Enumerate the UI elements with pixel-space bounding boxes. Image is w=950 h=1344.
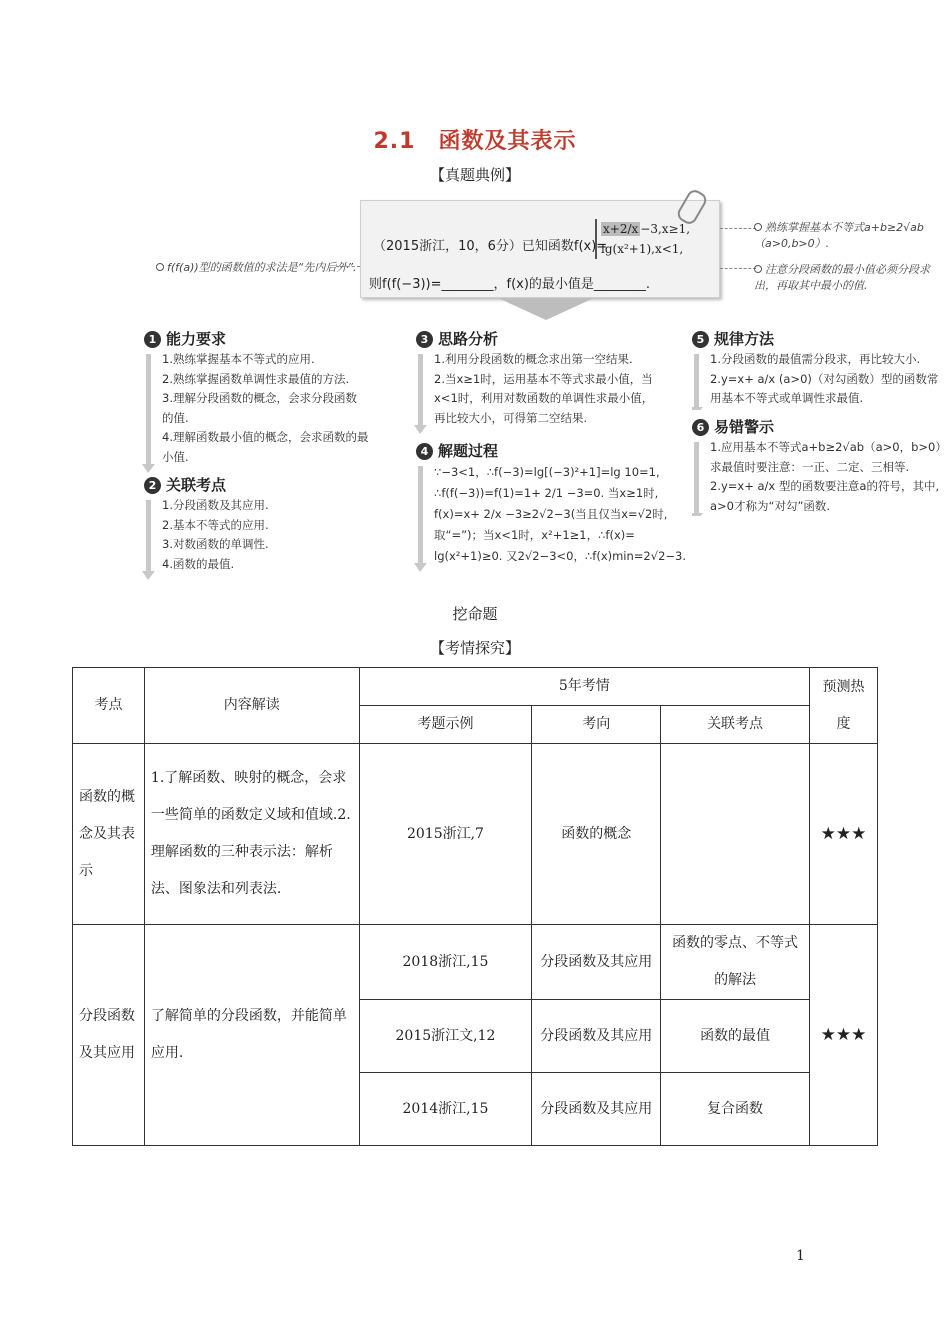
flow-arrow-icon <box>694 354 699 408</box>
step-number-icon: 1 <box>144 331 161 348</box>
problem-box <box>360 200 720 298</box>
bullet-icon <box>754 223 762 231</box>
section-mine-heading: 挖命题 <box>452 605 498 623</box>
row2-content: 了解简单的分段函数，并能简单应用. <box>144 925 359 1146</box>
note-right2-connector <box>720 268 756 269</box>
header-example: 考题示例 <box>359 706 532 744</box>
flow-arrow-icon <box>694 442 699 514</box>
thinking-analysis: 3 思路分析 1.利用分段函数的概念求出第一空结果. 2.当x≥1时，运用基本不等式求最小值，当 x<1时，利用对数函数的单调性求最小值， 再比较大小，可得第二空结果. <box>416 328 686 428</box>
ability-requirements: 1 能力要求 1.熟练掌握基本不等式的应用. 2.熟练掌握函数单调性求最值的方法. 3.理解分段函数的概念，会求分段函数 的值. 4.理解函数最小值的概念，会求函数的最 小值. <box>144 328 394 467</box>
row2b-example: 2015浙江文,12 <box>359 1000 532 1073</box>
row2-stars: ★★★ <box>809 925 877 1146</box>
row1-example: 2015浙江,7 <box>359 744 532 925</box>
step-number-icon: 6 <box>692 419 709 436</box>
flow-arrow-icon <box>146 354 151 465</box>
step-number-icon: 4 <box>416 443 433 460</box>
header-content: 内容解读 <box>144 668 359 744</box>
section-example-heading: 【真题典例】 <box>429 166 520 184</box>
row2c-related: 复合函数 <box>661 1073 810 1146</box>
row2-point: 分段函数及其应用 <box>73 925 145 1146</box>
exam-analysis-table <box>72 667 878 1146</box>
note-left: f(f(a))型的函数值的求法是“先内后外”. <box>156 260 366 276</box>
section-title: 能力要求 <box>166 330 227 348</box>
row1-point: 函数的概念及其表示 <box>73 744 145 925</box>
flow-arrow-icon <box>418 466 423 564</box>
rule-methods: 5 规律方法 1.分段函数的最值需分段求，再比较大小. 2.y=x+ a/x (a>0)（对勾函数）型的函数常 用基本不等式或单调性求最值. <box>692 328 948 410</box>
header-point: 考点 <box>73 668 145 744</box>
note-right-2: 注意分段函数的最小值必须分段求出，再取其中最小的值. <box>754 263 930 292</box>
bullet-icon <box>754 265 762 273</box>
header-predict: 预测热度 <box>809 668 877 744</box>
section-explore-heading: 【考情探究】 <box>429 639 520 657</box>
section-title: 思路分析 <box>438 330 499 348</box>
problem-source: （2015浙江，10，6分）已知函数f(x)= <box>373 239 608 254</box>
header-direction: 考向 <box>532 706 661 744</box>
section-title: 易错警示 <box>714 418 775 436</box>
section-title: 关联考点 <box>166 476 227 494</box>
page-title: 2.1 函数及其表示 <box>373 129 577 154</box>
solution-process: 4 解题过程 ∵−3<1，∴f(−3)=lg[(−3)²+1]=lg 10=1, ∴f(f(−3))=f(1)=1+ 2/1 −3=0. 当x≥1时, f(x)=x+ 2/x −3≥2√2−3(当且仅当x=√2时, 取“=”)；当x<1时，x²+1≥1，∴f(x)= lg(x²+1)≥0. 又2√2−3<0，∴f(x)min=2√2−3. <box>416 440 686 566</box>
problem-question: 则f(f(−3))=________，f(x)的最小值是________. <box>369 277 651 292</box>
row1-related <box>661 744 810 925</box>
note-right-1: 熟练掌握基本不等式a+b≥2√ab（a>0,b>0）. <box>754 221 924 250</box>
related-points: 2 关联考点 1.分段函数及其应用. 2.基本不等式的应用. 3.对数函数的单调性. 4.函数的最值. <box>144 474 394 574</box>
row1-stars: ★★★ <box>809 744 877 925</box>
row2b-related: 函数的最值 <box>661 1000 810 1073</box>
section-title: 规律方法 <box>714 330 775 348</box>
section-title: 解题过程 <box>438 442 499 460</box>
row2a-related: 函数的零点、不等式的解法 <box>661 925 810 1000</box>
step-number-icon: 5 <box>692 331 709 348</box>
flow-arrow-icon <box>418 354 423 426</box>
note-right1-connector <box>720 228 756 229</box>
flow-arrow-icon <box>146 500 151 572</box>
bullet-icon <box>156 263 164 271</box>
piece2: lg(x²+1),x<1, <box>601 242 684 256</box>
step-number-icon: 2 <box>144 477 161 494</box>
row1-direction: 函数的概念 <box>532 744 661 925</box>
piece1-highlight: x+2/x <box>603 222 639 236</box>
row2a-direction: 分段函数及其应用 <box>532 925 661 1000</box>
page-number: 1 <box>796 1248 805 1264</box>
step-number-icon: 3 <box>416 331 433 348</box>
error-warnings: 6 易错警示 1.应用基本不等式a+b≥2√ab（a>0，b>0） 求最值时要注意：一正、二定、三相等. 2.y=x+ a/x 型的函数要注意a的符号，其中, a>0才称为“对勾”函数. <box>692 416 948 516</box>
piecewise-definition: x+2/x −3,x≥1, lg(x²+1),x<1, <box>595 219 711 259</box>
row2a-example: 2018浙江,15 <box>359 925 532 1000</box>
row2c-direction: 分段函数及其应用 <box>532 1073 661 1146</box>
header-related: 关联考点 <box>661 706 810 744</box>
row2c-example: 2014浙江,15 <box>359 1073 532 1146</box>
note-left-connector <box>336 266 360 267</box>
header-5yr: 5年考情 <box>359 668 809 706</box>
down-arrow-icon <box>498 298 594 320</box>
row1-content: 1.了解函数、映射的概念，会求一些简单的函数定义域和值域.2.理解函数的三种表示法：解析法、图象法和列表法. <box>144 744 359 925</box>
row2b-direction: 分段函数及其应用 <box>532 1000 661 1073</box>
